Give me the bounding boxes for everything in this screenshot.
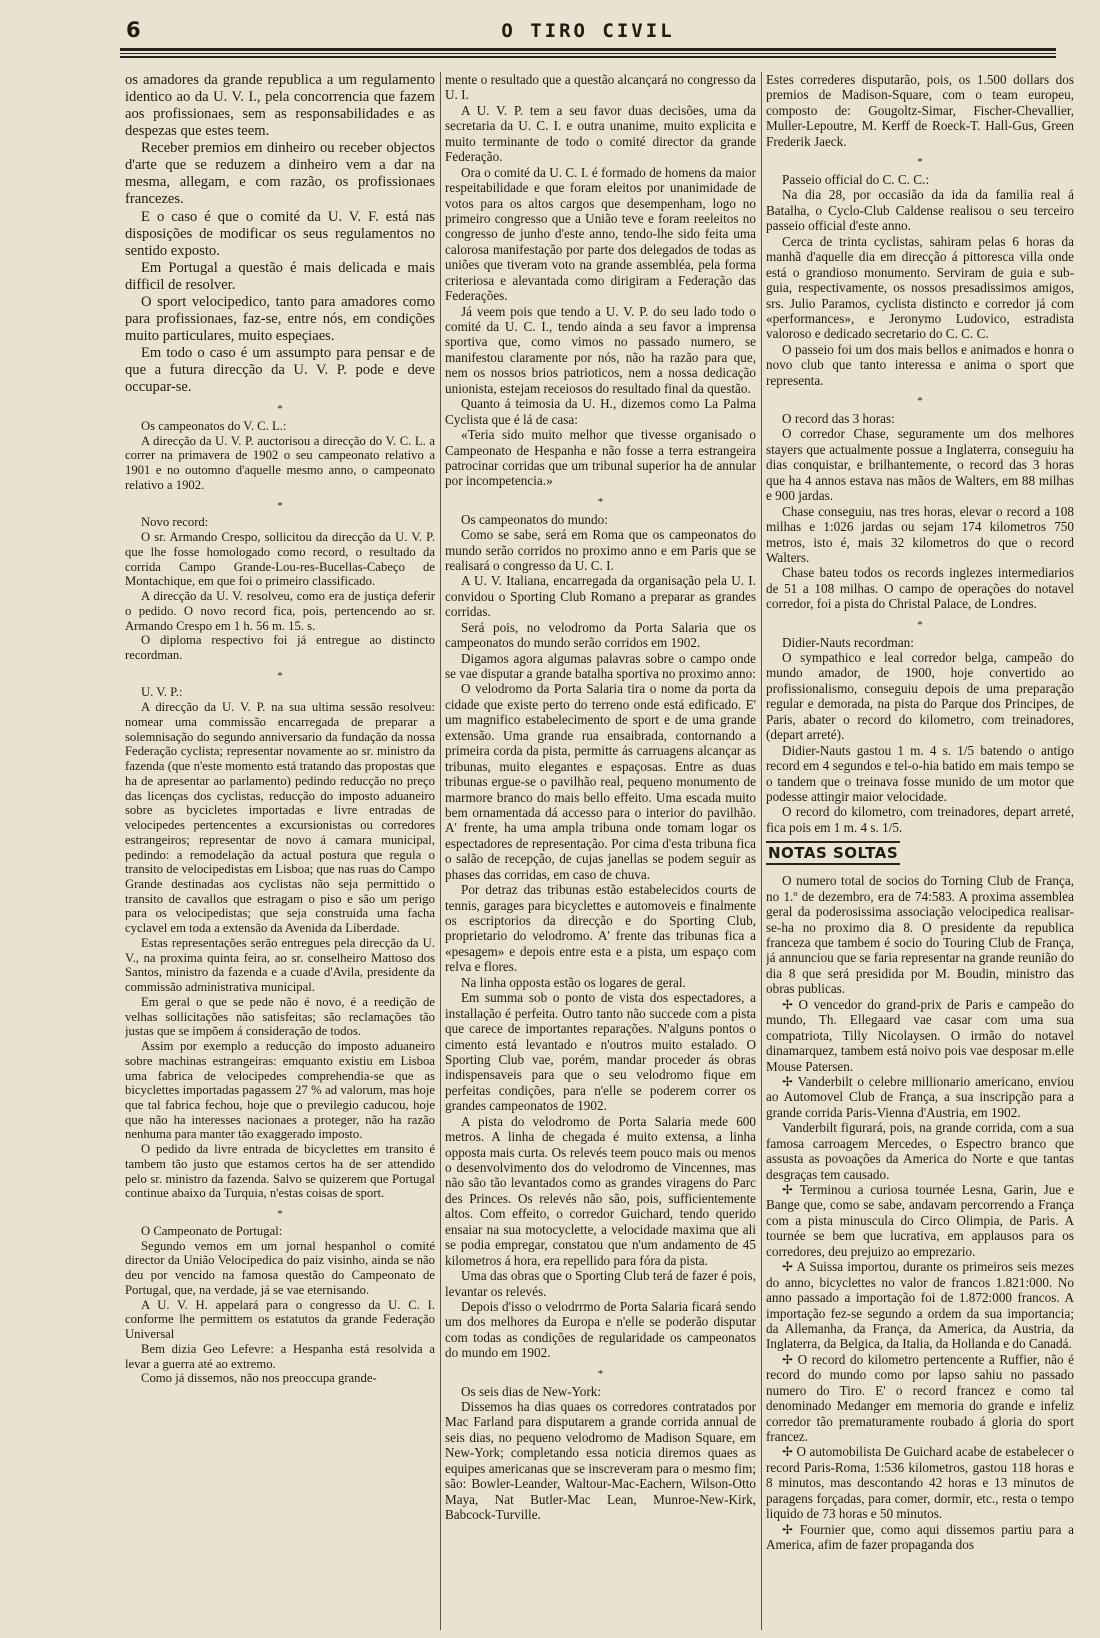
section-title: O Campeonato de Portugal:: [141, 1223, 283, 1238]
asterisk-divider: *: [277, 403, 283, 416]
section-title: U. V. P.:: [141, 685, 183, 700]
paragraph: Estas representações serão entregues pela direcção da U. V., na proxima quinta feira, ao sr. conselheiro Mattoso dos Santos, ministro da fazenda e a cuade d'Avila, presidente da commissão administrativa municipal.: [125, 935, 435, 995]
paragraph: A U. V. H. appelará para o congresso da U. C. I. conforme lhe permittem os estatutos da grande Federação Universal: [125, 1297, 435, 1342]
paragraph: Em geral o que se pede não é novo, é a reedição de velhas sollicitações não satisfeitas; são reclamações tão justas que se impõem á consideração de todos.: [125, 994, 435, 1039]
page-number: 6: [126, 18, 141, 42]
page-header: [118, 18, 1058, 44]
notas-soltas-heading-wrap: [766, 835, 1074, 873]
section-title: Os seis dias de New-York:: [461, 1383, 602, 1399]
paragraph: O corredor Chase, seguramente um dos melhores stayers que actualmente possue a Inglaterra, conseguiu ha dias conquistar, e brilhantemente, o record das 3 horas que ha 4 annos estava nas mãos de Walters, em 88 milhas e 900 jardas.: [766, 426, 1074, 504]
paragraph: Ora o comité da U. C. I. é formado de homens da maior respeitabilidade e que foram eleitos por unanimidade de votos para os altos cargos que desempenham, logo no primeiro congresso que a União teve e foram reeleitos no congresso de junho d'este anno, tendo-lhe sido feita uma calorosa manifestação por parte dos delegados de todas as uniões que tiveram voto na grande assembléa, pela forma criteriosa e alevantada como dirigiram a Federação das Federações.: [445, 164, 756, 304]
paragraph: Receber premios em dinheiro ou receber objectos d'arte que se reduzem a dinheiro vem a dar na mesma, allegam, e com razão, os profissionaes francezes.: [125, 140, 435, 208]
note-item: ✢ Vanderbilt o celebre millionario americano, enviou ao Automovel Club de França, a sua inscripção para a grande corrida Paris-Vienna d'Austria, em 1902.: [766, 1073, 1074, 1120]
column-2: [445, 72, 756, 1632]
paragraph: O passeio foi um dos mais bellos e animados e honra o novo club que tanto interessa e anima o sport que representa.: [766, 341, 1074, 388]
paragraph: O sport velocipedico, tanto para amadores como para profissionaes, faz-se, entre nós, em condições muito particulares, muito espeçiaes.: [125, 293, 435, 344]
paragraph: A pista do velodromo de Porta Salaria mede 600 metros. A linha de chegada é muito extensa, a linha opposta mais curta. Os relevés teem pouco mais ou menos o desenvolvimento dos do velodromo de Vincennes, mas não são tão levantados como as grandes viragens do Parc des Princes. Os relevés não são, pois, sufficientemente altos. Com effeito, o corredor Guichard, tendo querido ensaiar na sua motocyclette, a velocidade maxima que ali se podia empregar, constatou que n'um andamento de 45 kilometros á hora, era repellido para fóra da pista.: [445, 1113, 756, 1268]
paragraph: Por detraz das tribunas estão estabelecidos courts de tennis, garages para bicyclettes e automoveis e finalmente os escriptorios da direcção e do Sporting Club, proprietario do velodromo. A' frente das tribunas fica a «pesagem» e depois entre esta e a pista, um espaço com relva e flores.: [445, 882, 756, 975]
section-title: Passeio official do C. C. C.:: [782, 172, 930, 188]
paragraph: Como já dissemos, não nos preoccupa grande-: [141, 1371, 377, 1386]
paragraph: Em summa sob o ponto de vista dos espectadores, a installação é perfeita. Outro tanto não succede com a pista que carece de importantes reparações. N'alguns pontos o cimento está levantado e n'outros muito estalado. O Sporting Club vae, porém, mandar proceder ás obras indispensaveis para que o seu velodromo fique em perfeitas condições, para n'elle se poderem correr os grandes campeonatos de 1902.: [445, 990, 756, 1114]
section-title: Novo record:: [141, 515, 209, 530]
paragraph: O diploma respectivo foi já entregue ao distincto recordman.: [125, 633, 435, 662]
paragraph: Estes correderes disputarão, pois, os 1.500 dollars dos premios de Madison-Square, com o team europeu, composto de: Gougoltz-Simar, Fischer-Chevallier, Muller-Lepoutre, M. Kerff de Roeck-T. Hall-Gus, Green Frederik Jaeck.: [766, 72, 1074, 149]
asterisk-divider: *: [277, 1208, 283, 1221]
rule-thin: [120, 53, 1056, 54]
column-divider: [440, 72, 441, 1630]
paragraph: Didier-Nauts gastou 1 m. 4 s. 1/5 batendo o antigo record em 4 segundos e tel-o-hia batido em mais tempo se o tandem que o treinava fosse munido de um motor que podesse attingir maior velocidade.: [766, 742, 1074, 804]
section-title: O record das 3 horas:: [782, 411, 895, 427]
paragraph: Uma das obras que o Sporting Club terá de fazer é pois, levantar os relevés.: [445, 1268, 756, 1299]
paragraph: O pedido da livre entrada de bicyclettes em transito é tambem tão justo que estamos certos ha de ser attendido pelo sr. ministro da fazenda. Salvo se quizerem que Portugal continue abaixo da Turquia, n'estas coisas de sport.: [125, 1142, 435, 1201]
asterisk-divider: *: [917, 156, 923, 169]
paragraph: O sr. Armando Crespo, sollicitou da direcção da U. V. P. que lhe fosse homologado como record, o resultado da corrida Campo Grande-Lou-res-Bucellas-Cabeço de Montachique, em que foi o primeiro classificado.: [125, 530, 435, 589]
paragraph: A direcção da U. V. resolveu, como era de justiça deferir o pedido. O novo record fica, pois, pertencendo ao sr. Armando Crespo em 1 h. 56 m. 15. s.: [125, 589, 435, 633]
paragraph: Será pois, no velodromo da Porta Salaria que os campeonatos do mundo serão corridos em 1902.: [445, 619, 756, 651]
note-item: O numero total de socios do Torning Club de França, no 1.º de dezembro, era de 74:583. A proxima assemblea geral da poderosissima associação velocipedica realisar-se-ha no proximo dia 8. O presidente da republica franceza que tambem é socio do Touring Club de França, já annunciou que se faria representar na grande reunião do dia 8 que será presidida por M. Boudin, ministro das obras publicas.: [766, 873, 1074, 997]
paragraph: Como se sabe, será em Roma que os campeonatos do mundo serão corridos no proximo anno e em Paris que se realisará o congresso da U. C. I.: [445, 527, 756, 573]
paragraph: O velodromo da Porta Salaria tira o nome da porta da cidade que existe perto do terreno onde está edificado. E' um magnifico estabelecimento de sport e de uma grande extensão. Uma grande rua ensaibrada, contornando a primeira corda da pista, permitte ás carruagens alcançar as tribunas, muito elegantes e espaçosas. Entre as duas tribunas ergue-se o pavilhão real, pequeno monumento de marmore branco do mais bello effeito. Uma escada muito bem ornamentada dá accesso para o interior do pavilhão. A' frente, ha uma ampla tribuna onde tomam logar os espectadores de representação. Por cima d'esta tribuna fica o salão de recepção, de cujas janellas se podem seguir as phases das corridas, em caso de chuva.: [445, 681, 756, 882]
paragraph: Quanto á teimosia da U. H., dizemos como La Palma Cyclista que é lá de casa:: [445, 396, 756, 427]
note-item: ✢ Fournier que, como aqui dissemos partiu para a America, afim de fazer propaganda dos: [766, 1521, 1074, 1553]
paragraph: Na linha opposta estão os logares de geral.: [461, 974, 686, 990]
paragraph: Na dia 28, por occasião da ida da familia real á Batalha, o Cyclo-Club Caldense realisou o seu terceiro passeio official d'este anno.: [766, 187, 1074, 234]
paragraph: A direcção da U. V. P. auctorisou a direcção do V. C. L. a correr na primavera de 1902 o seu campeonato relativo a 1901 e no outomno d'aquelle mesmo anno, o campeonato relativo a 1902.: [125, 433, 435, 492]
asterisk-divider: *: [277, 669, 283, 682]
asterisk-divider: *: [277, 499, 283, 512]
note-item: ✢ O vencedor do grand-prix de Paris e campeão do mundo, Th. Ellegaard vae casar com uma sua compatriota, Tilly Nicolaysen. O irmão do notavel dinamarquez, tambem está noivo pois vae desposar m.elle Mouse Patersen.: [766, 996, 1074, 1074]
column-divider: [761, 72, 762, 1630]
section-title: Os campeonatos do mundo:: [461, 511, 608, 527]
rule-thick: [120, 48, 1056, 51]
paragraph: Assim por exemplo a reducção do imposto aduaneiro sobre machinas estrangeiras: emquanto existiu em Lisboa uma fabrica de velocipedes comprehendia-se que as bicyclettes importadas pagassem 27 % ad valorum, mas hoje que tal fabrica fechou, hoje que o previlegio caducou, hoje que não ha interesses nacionaes a proteger, não ha razão nenhuma para manter tão exaggerado imposto.: [125, 1039, 435, 1142]
paragraph: Em todo o caso é um assumpto para pensar e de que a futura direcção da U. V. P. pode e deve occupar-se.: [125, 345, 435, 396]
section-title: Didier-Nauts recordman:: [782, 634, 914, 650]
paragraph: Segundo vemos em um jornal hespanhol o comité director da União Velocipedica do paiz visinho, ainda se não deu por vencido na famosa questão do Campeonato de Portugal, que, na verdade, já se vae eternisando.: [125, 1238, 435, 1297]
asterisk-divider: *: [917, 618, 923, 631]
header-rule: [120, 48, 1056, 58]
paragraph: O record do kilometro, com treinadores, depart arreté, fica pois em 1 m. 4 s. 1/5.: [766, 804, 1074, 835]
paragraph: A direcção da U. V. P. na sua ultima sessão resolveu: nomear uma commissão encarregada de preparar a solemnisação do segundo anniversario da fundação da nossa Federação cyclista; representar novamente ao sr. ministro da fazenda (que n'este momento está tratando das propostas que ha de apresentar ao parlamento) pedindo reducção no preço das licenças dos cyclistas, reducção do imposto aduaneiro sobre as bycicletes importadas e livre entradas de velocipedes pertencentes a excursionistas ou corredores estrangeiros; representar de novo á camara municipal, pedindo: a remodelação da actual postura que regula o transito de velocipedistas em Lisboa; que nas ruas do Campo Grande destinadas aos cyclistas não seja permittido o transito de cavallos que estragam o piso e são um perigo para os velocipedistas; que seja construida uma facha cyclavel em toda a extensão da Avenida da Liberdade.: [125, 700, 435, 936]
note-item: Vanderbilt figurará, pois, na grande corrida, com a sua famosa carroagem Mercedes, o Espectro branco que assusta as povoações da America do Norte e que tantas desgraças tem causado.: [766, 1120, 1074, 1182]
paragraph: Depois d'isso o velodrrmo de Porta Salaria ficará sendo um dos melhores da Europa e n'elle se poderão disputar com todas as condições de regularidade os campeonatos do mundo em 1902.: [445, 1298, 756, 1361]
paragraph: Chase bateu todos os records inglezes intermediarios de 51 a 108 milhas. O campo de operações do notavel corredor, foi a pista do Christal Palace, de Londres.: [766, 565, 1074, 612]
paragraph: os amadores da grande republica a um regulamento identico ao da U. V. I., pela concorrencia que fazem aos profissionaes, sem as responsabilidades e as despezas que estes teem.: [125, 72, 435, 140]
paragraph: Bem dizia Geo Lefevre: a Hespanha está resolvida a levar a guerra até ao extremo.: [125, 1341, 435, 1371]
paragraph: O sympathico e leal corredor belga, campeão do mundo amador, de 1900, hoje convertido ao profissionalismo, conseguiu depois de uma preparação regular e demorada, na pista do Parque dos Principes, de Paris, abater o record do kilometro, com treinadores, (depart arreté).: [766, 650, 1074, 743]
note-item: ✢ O automobilista De Guichard acabe de estabelecer o record Paris-Roma, 1:536 kilometros, gastou 118 horas e 8 minutos, mas descontando 42 horas e 13 minutos de paragens forçadas, para comer, dormir, etc., resta o tempo liquido de 73 horas e 50 minutos.: [766, 1444, 1074, 1522]
asterisk-divider: *: [917, 395, 923, 408]
paragraph: Cerca de trinta cyclistas, sahiram pelas 6 horas da manhã d'aquelle dia em direcção á pittoresca villa onde está o grandioso monumento. Serviram de guia e sub-guia, respectivamente, os nossos presadissimos amigos, srs. Julio Paramos, cyclista distincto e corredor já com «performances», e Jeronymo Ludovico, estradista valoroso e dedicado secretario do C. C. C.: [766, 233, 1074, 342]
paragraph: mente o resultado que a questão alcançará no congresso da U. I.: [445, 72, 756, 103]
note-item: ✢ O record do kilometro pertencente a Ruffier, não é record do mundo como por lapso sahiu no passado numero do Tiro. E' o record francez e como tal denominado Medanger em memoria do grande e infeliz corredor tão prematuramente roubado á gloria do sport francez.: [766, 1351, 1074, 1445]
asterisk-divider: *: [597, 1367, 604, 1380]
note-item: ✢ A Suissa importou, durante os primeiros seis mezes do anno, bicyclettes no valor de francos 1.821:000. No anno passado a importação foi de 1.872:000 francos. A importação fez-se segundo a ordem da sua importancia; da Allemanha, da França, da America, da Austria, da Inglaterra, da Belgica, da Italia, da Hollanda e do Canadá.: [766, 1259, 1074, 1352]
paragraph: Dissemos ha dias quaes os corredores contratados por Mac Farland para disputarem a grande corrida annual de seis dias, no pequeno velodromo de Madison Square, em New-York; completando essa noticia diremos quaes as equipes americanas que se inscreveram para o mesmo fim; são: Bowler-Leander, Waltour-Mac-Eachern, Wilson-Otto Maya, Nat Butler-Mac Lean, Munroe-New-Kirk, Babcock-Turville.: [445, 1399, 756, 1523]
paragraph: A U. V. Italiana, encarregada da organisação pela U. I. convidou o Sporting Club Romano a preparar as grandes corridas.: [445, 573, 756, 620]
paragraph: Digamos agora algumas palavras sobre o campo onde se vae disputar a grande batalha sportiva no proximo anno:: [445, 650, 756, 682]
paragraph: Já veem pois que tendo a U. V. P. do seu lado todo o comité da U. C. I., tendo ainda a seu favor a imprensa sportiva que, como vimos no passado numero, se manifestou claramente por nós, não ha razão para que, nem os nossos brios patrioticos, nem a nossa dedicação unionista, estejam receiosos do resultado final da questão.: [445, 303, 756, 396]
column-1: [125, 72, 435, 1632]
paragraph: A U. V. P. tem a seu favor duas decisões, uma da secretaria da U. C. I. e outra unanime, muito explicita e muito terminante de todo o comité director da grande Federação.: [445, 102, 756, 165]
asterisk-divider: *: [597, 495, 604, 508]
rule-medium: [120, 56, 1056, 58]
paragraph: E o caso é que o comité da U. V. F. está nas disposições de modificar os seus regulamentos no sentido exposto.: [125, 208, 435, 259]
section-title: Os campeonatos do V. C. L.:: [141, 418, 287, 433]
paragraph: Chase conseguiu, nas tres horas, elevar o record a 108 milhas e 1:026 jardas ou sejam 174 kilometros 750 metros, isto é, mais 32 kilometros do que o record Walters.: [766, 503, 1074, 565]
column-3: [766, 72, 1074, 1632]
note-item: ✢ Terminou a curiosa tournée Lesna, Garin, Jue e Bange que, como se sabe, andavam percorrendo a França com a pista minuscula do Circo Olimpia, de Paris. A tournée se bem que lucrativa, em applausos para os corredores, deu prejuizo ao emprezario.: [766, 1182, 1074, 1259]
quote-paragraph: «Teria sido muito melhor que tivesse organisado o Campeonato de Hespanha e não fosse a terra estrangeira patrocinar corridas que um tribunal superior ha de annular por incompetencia.»: [445, 427, 756, 489]
notas-soltas-heading: NOTAS SOLTAS: [766, 841, 900, 865]
masthead-title: O TIRO CIVIL: [501, 20, 675, 42]
paragraph: Em Portugal a questão é mais delicada e mais difficil de resolver.: [125, 259, 435, 293]
